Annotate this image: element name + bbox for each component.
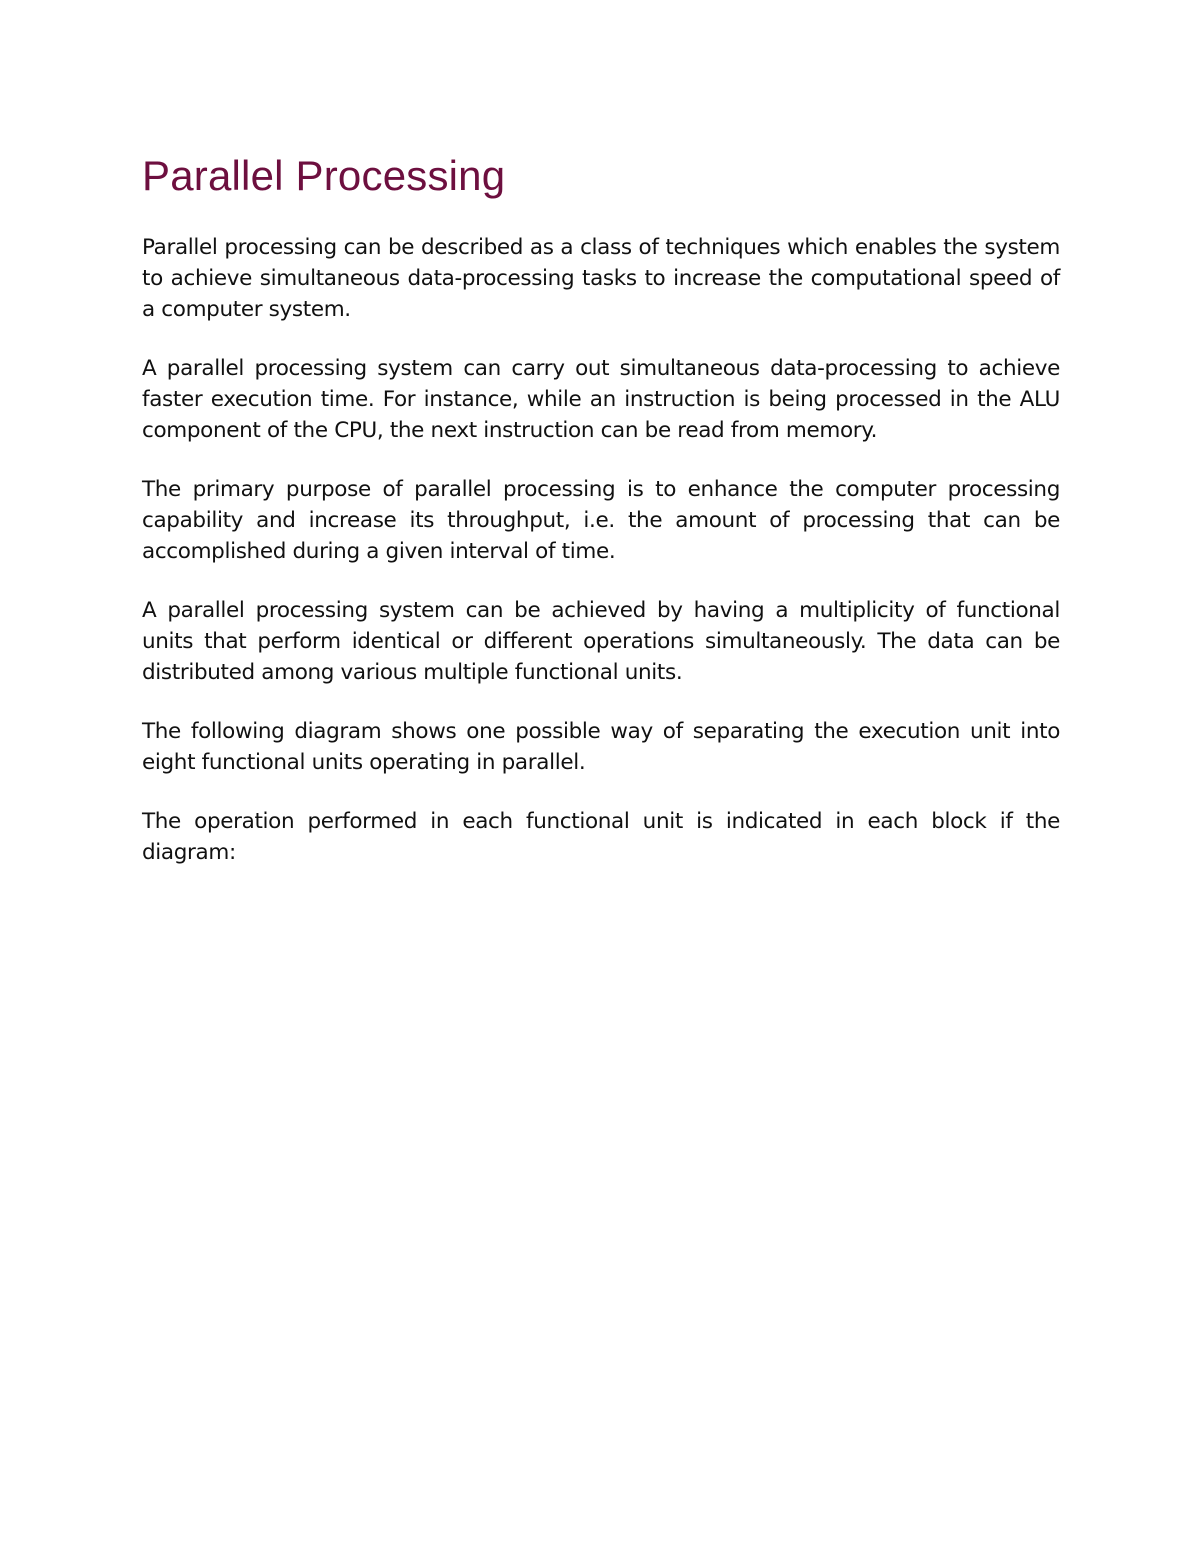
document-content: [142, 148, 1060, 868]
paragraph-4: A parallel processing system can be achieved by having a multiplicity of functional units that perform identical or different operations simultaneously. The data can be distributed among various multiple functional units.: [142, 598, 1060, 685]
paragraph-1: Parallel processing can be described as a class of techniques which enables the system to achieve simultaneous data-processing tasks to increase the computational speed of a computer system.: [142, 235, 1060, 322]
page-title: Parallel Processing: [142, 152, 506, 199]
paragraph-3: The primary purpose of parallel processing is to enhance the computer processing capability and increase its throughput, i.e. the amount of processing that can be accomplished during a given interval of time.: [142, 477, 1060, 564]
paragraph-6: The operation performed in each functional unit is indicated in each block if the diagram:: [142, 809, 1060, 865]
paragraph-5: The following diagram shows one possible way of separating the execution unit into eight functional units operating in parallel.: [142, 719, 1060, 775]
paragraph-2: A parallel processing system can carry out simultaneous data-processing to achieve faster execution time. For instance, while an instruction is being processed in the ALU component of the CPU, the next instruction can be read from memory.: [142, 356, 1060, 443]
